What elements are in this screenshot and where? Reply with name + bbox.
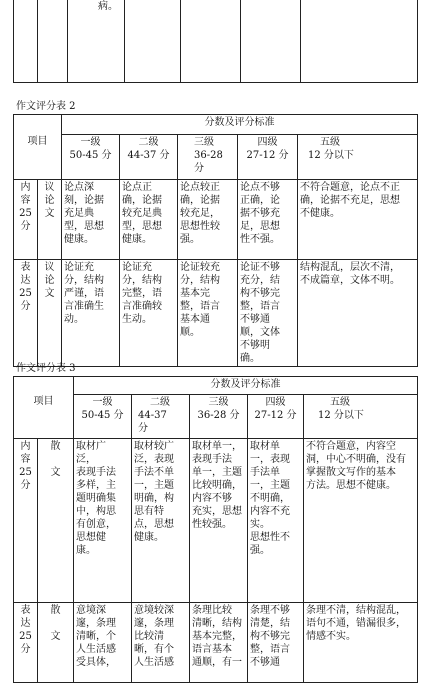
table2-row2-category: 表 达 25 分	[14, 260, 38, 367]
table2-level-2-header	[120, 135, 178, 180]
top-table	[13, 0, 418, 83]
table3-level-5-header	[304, 395, 418, 439]
table3-level-2-header	[132, 395, 190, 439]
table2-item-header: 项目	[14, 115, 62, 180]
level-range: 36-28 分	[197, 410, 240, 421]
table2-caption: 作文评分表 2	[16, 101, 76, 112]
table3-row2-cell-3: 条理比较 清晰，结构 基本完整， 语言基本 通顺，有一	[190, 603, 248, 683]
level-name: 三级	[208, 397, 229, 408]
level-range: 12 分以下	[318, 410, 364, 421]
table3-row2-cell-2: 意境较深 邃，条理 比较清 晰，有个 人生活感	[132, 603, 190, 683]
level-name: 一级	[92, 397, 113, 408]
top-cell-level-2	[125, 0, 181, 83]
table2-row2-cell-5: 结构混乱，层次不清， 不成篇章，文体不明。	[298, 260, 418, 367]
level-name: 二级	[150, 397, 170, 408]
table3-row2-cell-1: 意境深 邃，条理 清晰，个 人生活感 受具体，	[74, 603, 132, 683]
table3-row2-genre: 散 文	[38, 603, 74, 683]
level-range: 36-28 分	[194, 150, 223, 174]
table2-row2-cell-1: 论证充 分，结构 严谨，语 言准确生 动。	[62, 260, 120, 367]
level-range: 44-37 分	[138, 410, 167, 434]
top-cell-genre	[38, 0, 68, 83]
level-name: 五级	[320, 137, 340, 148]
table3-row1-cell-2: 取材较广 泛，表现 手法不单 一，主题 明确，构 思有特 点，思想 健康。	[132, 439, 190, 603]
table2-row1-cell-1: 论点深 刻，论据 充足典 型，思想 健康。	[62, 180, 120, 260]
table3-row1-cell-4: 取材单 一，表现 手法单 一，主题 不明确， 内容不充 实。 思想性不 强。	[248, 439, 304, 603]
table2-level-4-header	[238, 135, 298, 180]
table3-row1-cell-1: 取材广 泛， 表现手法 多样，主 题明确集 中，构思 有创意， 思想健 康。	[74, 439, 132, 603]
table3	[13, 376, 418, 683]
table2-level-5-header	[298, 135, 418, 180]
table2-row1-genre: 议 论 文	[38, 180, 62, 260]
level-name: 五级	[330, 397, 350, 408]
level-range: 27-12 分	[246, 150, 289, 161]
top-cell-level-4	[241, 0, 301, 83]
table2-level-3-header	[178, 135, 238, 180]
table2-row2-cell-2: 论证充 分，结构 完整，语 言准确较 生动。	[120, 260, 178, 367]
table3-row2-category: 表 达 25 分	[14, 603, 38, 683]
table3-group-header: 分数及评分标准	[74, 377, 418, 395]
level-range: 44-37 分	[127, 150, 170, 161]
top-cell-level-3	[181, 0, 241, 83]
table3-row1-cell-5: 不符合题意，内容空 洞，中心不明确，没有 掌握散文写作的基本 方法。思想不健康。	[304, 439, 418, 603]
level-name: 四级	[257, 137, 278, 148]
table3-item-header: 项目	[14, 377, 74, 439]
table2-row2-cell-3: 论证较充 分，结构 基本完 整，语言 基本通 顺。	[178, 260, 238, 367]
table2-row1-cell-3: 论点较正 确，论据 较充足， 思想性较 强。	[178, 180, 238, 260]
table2-row2-genre: 议 论 文	[38, 260, 62, 367]
table2-level-1-header	[62, 135, 120, 180]
table3-row1-cell-3: 取材单一， 表现手法 单一，主题 比较明确， 内容不够 充实，思想 性较强。	[190, 439, 248, 603]
level-name: 三级	[194, 137, 214, 148]
table2-row1-cell-5: 不符合题意，论点不正 确，论据不充足，思想 不健康。	[298, 180, 418, 260]
table2-group-header: 分数及评分标准	[62, 115, 418, 135]
top-cell-level-5	[301, 0, 418, 83]
level-range: 12 分以下	[308, 150, 354, 161]
table3-caption: 作文评分表 3	[16, 363, 76, 374]
level-name: 四级	[265, 397, 286, 408]
table3-level-3-header	[190, 395, 248, 439]
table3-level-1-header	[74, 395, 132, 439]
table3-row1-genre: 散 文	[38, 439, 74, 603]
level-name: 二级	[138, 137, 159, 148]
table2-row1-cell-2: 论点正 确，论据 较充足典 型，思想 健康。	[120, 180, 178, 260]
table2	[13, 114, 418, 367]
table2-row1-category: 内 容 25 分	[14, 180, 38, 260]
table3-row1-category: 内 容 25 分	[14, 439, 38, 603]
level-range: 27-12 分	[254, 410, 297, 421]
top-cell-level-1: 病。	[68, 0, 125, 83]
table3-row2-cell-4: 条理不够 清楚，结 构不够完 整，语言 不够通	[248, 603, 304, 683]
table2-row1-cell-4: 论点不够 正确，论 据不够充 足，思想 性不强。	[238, 180, 298, 260]
level-name: 一级	[80, 137, 101, 148]
table3-level-4-header	[248, 395, 304, 439]
top-cell-category	[14, 0, 38, 83]
table3-row2-cell-5: 条理不清，结构混乱， 语句不通，错漏很多， 情感不实。	[304, 603, 418, 683]
table2-row2-cell-4: 论证不够 充分，结 构不够完 整，语言 不够通 顺，文体 不够明 确。	[238, 260, 298, 367]
level-range: 50-45 分	[81, 410, 124, 421]
level-range: 50-45 分	[69, 150, 112, 161]
